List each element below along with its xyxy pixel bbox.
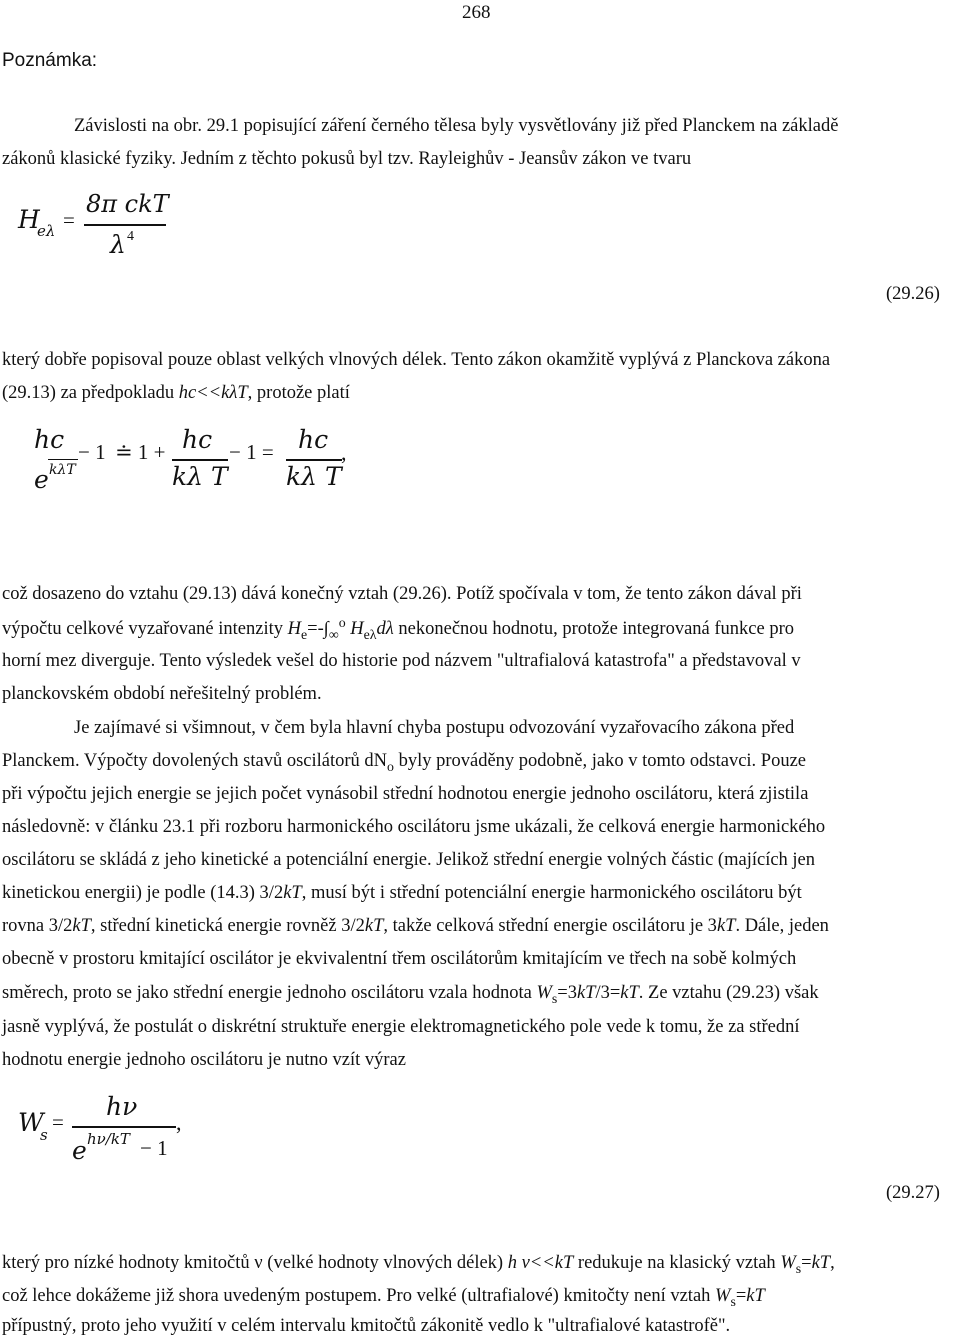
text-line: Je zajímavé si všimnout, v čem byla hlavní chyba postupu odvozování vyzařovacího zákona před <box>74 718 795 738</box>
text-segment: , protože platí <box>247 383 350 403</box>
text-segment: kinetickou energii) je podle (14.3) 3/2 <box>2 883 284 903</box>
eq-numerator: hν <box>106 1092 138 1121</box>
text-segment: Planckem. Výpočty dovolených stavů oscilátorů dN <box>2 751 388 771</box>
text-line <box>2 1280 958 1313</box>
text-segment: , musí být i střední potenciální energie harmonického oscilátoru být <box>301 883 802 903</box>
symbol: W <box>780 1253 796 1273</box>
text-segment: nekonečnou hodnotu, protože integrovaná funkce pro <box>393 619 794 639</box>
symbol: kT <box>746 1286 765 1306</box>
note-label: Poznámka: <box>2 50 98 71</box>
text-segment: výpočtu celkové vyzařované intenzity <box>2 619 288 639</box>
text-line: jasně vyplývá, že postulát o diskrétní struktuře energie elektromagnetického pole vede k tomu, že za střední <box>2 1017 800 1037</box>
text-line <box>2 877 958 910</box>
text-segment: redukuje na klasický vztah <box>573 1253 781 1273</box>
text-segment: (velké hodnoty vlnových délek) <box>262 1253 508 1273</box>
eq-frac-den: kλ T <box>172 462 228 491</box>
text-line <box>2 377 958 410</box>
symbol: dλ <box>376 619 394 639</box>
text-line: přípustný, proto jeho využití v celém intervalu kmitočtů zákonitě vedlo k "ultrafialové katastrofě". <box>2 1316 731 1336</box>
eq-comma: , <box>176 1110 182 1135</box>
symbol: H <box>350 619 364 639</box>
integral: =-∫ <box>307 619 329 639</box>
text-segment: což lehce dokážeme již shora uvedeným postupem. Pro velké (ultrafialové) kmitočty není vztah <box>2 1286 716 1306</box>
symbol: W <box>715 1286 731 1306</box>
text-line: následovně: v článku 23.1 při rozboru harmonického oscilátoru jsme ukázali, že celková energie harmonického <box>2 817 826 837</box>
text-line: zákonů klasické fyziky. Jedním z těchto pokusů byl tzv. Rayleighův - Jeansův zákon ve tvaru <box>2 149 692 169</box>
text-line: planckovském období neřešitelný problém. <box>2 684 322 704</box>
fraction-bar <box>172 459 228 461</box>
text-line: při výpočtu jejich energie se jejich počet vynásobil střední hodnotou energie jednoho oscilátoru, která zjistila <box>2 784 809 804</box>
fraction-bar <box>84 224 166 226</box>
subscript: o <box>387 759 394 775</box>
symbol: ν <box>254 1253 263 1273</box>
eq-lhs: W <box>18 1108 44 1137</box>
eq-frac2-num: hc <box>298 425 329 454</box>
eq-denominator: λ <box>110 230 126 259</box>
text-line: což dosazeno do vztahu (29.13) dává konečný vztah (29.26). Potíž spočívala v tom, že tento zákon dával při <box>2 584 802 604</box>
symbol: kT <box>811 1253 831 1273</box>
text-segment: , střední kinetická energie rovněž 3/2 <box>90 916 365 936</box>
symbol: kT <box>364 916 384 936</box>
eq-den-sup: 4 <box>127 229 134 244</box>
text-segment: (29.13) za předpokladu <box>2 383 179 403</box>
fraction-bar <box>286 459 342 461</box>
eq-equals: = <box>52 1110 64 1134</box>
symbol: kT <box>283 883 302 903</box>
text-segment: = <box>801 1253 812 1273</box>
page-number: 268 <box>462 2 491 23</box>
text-line <box>2 1247 958 1280</box>
eq-lhs-sub: s <box>40 1126 48 1144</box>
eq-frac2-den: kλ T <box>286 462 342 491</box>
text-segment: = <box>735 1286 747 1306</box>
condition: hc<<kλT <box>178 383 248 403</box>
text-line: hodnotu energie jednoho oscilátoru je nutno vzít výraz <box>2 1050 406 1070</box>
fraction-bar <box>48 459 78 460</box>
eq-den-base: e <box>72 1136 87 1165</box>
eq-equals: = <box>63 208 75 232</box>
text-segment: který pro nízké hodnoty kmitočtů <box>2 1253 255 1273</box>
text-segment: byly prováděny podobně, jako v tomto odstavci. Pouze <box>393 751 807 771</box>
lower-limit: ∞ <box>328 627 339 643</box>
symbol: kT <box>72 916 91 936</box>
eq-numerator: 8π ckT <box>86 190 169 218</box>
eq-minus-one: − 1 <box>78 440 106 464</box>
eq-minus-one-equals: − 1 = <box>229 440 274 464</box>
eq-exp-base: e <box>34 465 49 494</box>
text-line: který dobře popisoval pouze oblast velkých vlnových délek. Tento zákon okamžitě vyplývá z Planckova zákona <box>2 350 831 370</box>
condition: h ν<<kT <box>507 1253 574 1273</box>
text-line: Závislosti na obr. 29.1 popisující záření černého tělesa byly vysvětlovány již před Planckem na základě <box>74 116 839 136</box>
text-line <box>2 977 958 1010</box>
eq-exp-num: hc <box>34 425 65 454</box>
text-segment: směrech, proto se jako střední energie jednoho oscilátoru vzala hodnota <box>2 983 537 1003</box>
eq-frac-num: hc <box>182 425 213 454</box>
text-line: obecně v prostoru kmitající oscilátor je ekvivalentní třem oscilátorům kmitajícím ve třech na sobě kolmých <box>2 949 797 969</box>
eq-approx: ≐ 1 + <box>115 440 166 464</box>
text-segment: rovna 3/2 <box>2 916 73 936</box>
text-line <box>2 613 958 646</box>
text-line: oscilátoru se skládá z jeho kinetické a potenciální energie. Jelikož střední energie volných částic (majících jen <box>2 850 816 870</box>
text-segment: /3= <box>595 983 621 1003</box>
fraction-bar <box>72 1126 176 1128</box>
text-line <box>2 745 958 778</box>
symbol: H <box>287 619 301 639</box>
text-segment: =3 <box>557 983 577 1003</box>
equation-number: (29.27) <box>886 1183 940 1203</box>
text-line: horní mez diverguje. Tento výsledek vešel do historie pod názvem "ultrafialová katastrofa" a představoval v <box>2 651 801 671</box>
eq-lhs-sub: eλ <box>37 222 56 240</box>
subscript: e <box>301 627 308 643</box>
subscript: s <box>551 991 558 1007</box>
eq-lhs: H <box>18 205 40 234</box>
text-segment: , takže celková střední energie oscilátoru je 3 <box>383 916 717 936</box>
upper-limit: o <box>338 615 346 631</box>
symbol: W <box>536 983 552 1003</box>
eq-den-tail: − 1 <box>140 1136 168 1160</box>
subscript: s <box>730 1294 736 1310</box>
equation-number: (29.26) <box>886 284 940 304</box>
eq-exp-den: kλT <box>49 462 76 478</box>
symbol: kT <box>576 983 596 1003</box>
text-line <box>2 910 958 943</box>
subscript: s <box>795 1261 802 1277</box>
text-segment: . Ze vztahu (29.23) však <box>638 983 819 1003</box>
text-segment: . Dále, jeden <box>735 916 829 936</box>
text-segment: , <box>830 1253 835 1273</box>
symbol: kT <box>716 916 736 936</box>
eq-comma: , <box>341 440 347 465</box>
symbol: kT <box>620 983 639 1003</box>
subscript: eλ <box>363 627 377 643</box>
eq-den-exp: hν/kT <box>87 1130 130 1148</box>
